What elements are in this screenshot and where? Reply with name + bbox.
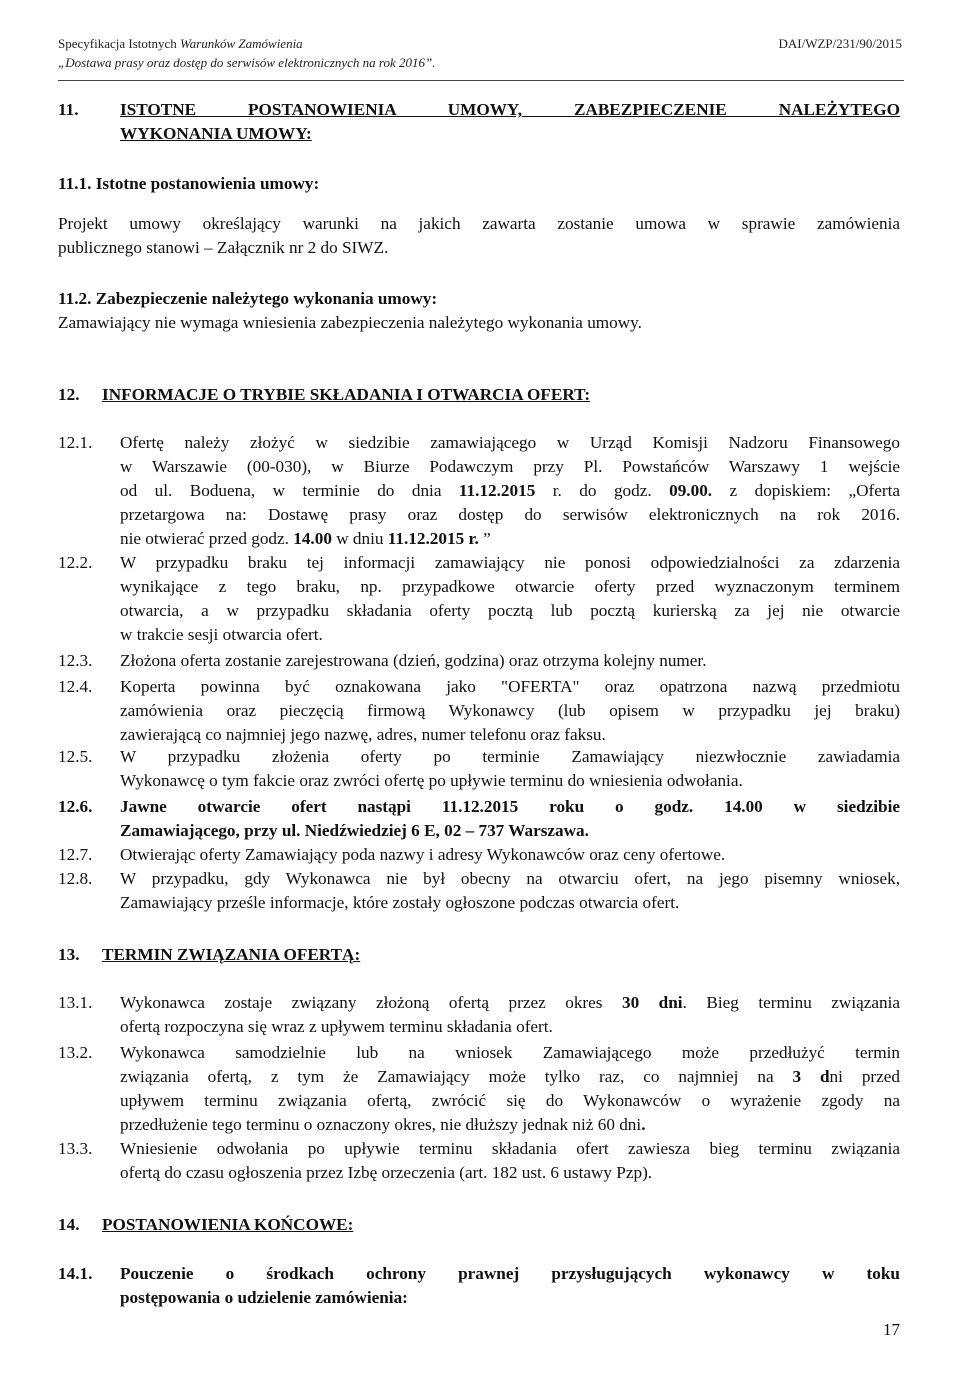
- item-12-2-line4: w trakcie sesji otwarcia ofert.: [120, 625, 323, 644]
- header-title: [58, 36, 303, 52]
- item-12-6-number: 12.6.: [58, 797, 93, 816]
- item-12-4-line1: Koperta powinna być oznakowana jako "OFERTA" oraz opatrzona nazwą przedmiotu: [120, 677, 900, 696]
- item-12-7-line1: Otwierając oferty Zamawiający poda nazwy i adresy Wykonawców oraz ceny ofertowe.: [120, 845, 726, 864]
- page-number: 17: [883, 1320, 900, 1339]
- item-13-2: [120, 1041, 900, 1137]
- header-left-a: Specyfikacja Istotnych: [58, 36, 177, 51]
- item-12-7: [120, 843, 900, 867]
- subsection-11-1-line1: Projekt umowy określający warunki na jakich zawarta zostanie umowa w sprawie zamówienia: [58, 214, 900, 233]
- item-13-1-line1: [120, 991, 900, 1015]
- item-12-6-line2: Zamawiającego, przy ul. Niedźwiedziej 6 E, 02 – 737 Warszawa.: [120, 821, 589, 840]
- time-bold: 14.00: [293, 529, 332, 548]
- item-12-2: [120, 551, 900, 647]
- item-12-2-number: 12.2.: [58, 553, 93, 572]
- item-12-3-number: 12.3.: [58, 651, 93, 670]
- item-12-5-line1: W przypadku złożenia oferty po terminie Zamawiający niezwłocznie zawiadamia: [120, 747, 900, 766]
- text-run: ”: [478, 529, 491, 548]
- item-12-1: [120, 431, 900, 551]
- section-12-heading: INFORMACJE O TRYBIE SKŁADANIA I OTWARCIA OFERT:: [102, 385, 591, 404]
- subsection-11-2-title: 11.2. Zabezpieczenie należytego wykonania umowy:: [58, 289, 438, 308]
- item-12-8-line2: Zamawiający prześle informacje, które zostały ogłoszone podczas otwarcia ofert.: [120, 893, 680, 912]
- text-run: przedłużenie tego terminu o oznaczony okres, nie dłuższy jednak niż 60 dni: [120, 1115, 642, 1134]
- time-bold: 09.00.: [669, 481, 713, 500]
- section-14-heading: POSTANOWIENIA KOŃCOWE:: [102, 1215, 354, 1234]
- text-run: z dopiskiem: „Oferta: [712, 481, 900, 500]
- item-12-4: [120, 675, 900, 747]
- section-11-heading-line1: ISTOTNE POSTANOWIENIA UMOWY, ZABEZPIECZENIE NALEŻYTEGO: [120, 100, 900, 119]
- text-run: r. do godz.: [535, 481, 670, 500]
- item-13-3-line2: ofertą do czasu ogłoszenia przez Izbę orzeczenia (art. 182 ust. 6 ustawy Pzp).: [120, 1163, 653, 1182]
- item-12-8-line1: W przypadku, gdy Wykonawca nie był obecny na otwarciu ofert, na jego pisemny wniosek,: [120, 869, 900, 888]
- section-13-heading: TERMIN ZWIĄZANIA OFERTĄ:: [102, 945, 361, 964]
- item-13-3: [120, 1137, 900, 1185]
- subsection-11-2-line1: Zamawiający nie wymaga wniesienia zabezpieczenia należytego wykonania umowy.: [58, 313, 642, 332]
- date-bold: 11.12.2015: [458, 481, 536, 500]
- item-12-4-line2: zamówienia oraz pieczęcią firmową Wykonawcy (lub opisem w przypadku jej braku): [120, 701, 900, 720]
- item-12-3-line1: Złożona oferta zostanie zarejestrowana (dzień, godzina) oraz otrzyma kolejny numer.: [120, 651, 707, 670]
- item-13-1: [120, 991, 900, 1039]
- text-run: związania ofertą, z tym że Zamawiający może tylko raz, co najmniej na: [120, 1067, 793, 1086]
- item-13-2-line2: [120, 1065, 900, 1089]
- item-12-5: [120, 745, 900, 793]
- item-12-8: [120, 867, 900, 915]
- item-12-4-number: 12.4.: [58, 677, 93, 696]
- item-12-5-line2: Wykonawcę o tym fakcie oraz zwróci ofertę po upływie terminu do wniesienia odwołania.: [120, 771, 743, 790]
- header-doc-id: DAI/WZP/231/90/2015: [778, 36, 902, 51]
- section-12-number: 12.: [58, 385, 80, 404]
- item-13-2-line1: Wykonawca samodzielnie lub na wniosek Zamawiającego może przedłużyć termin: [120, 1043, 900, 1062]
- text-run: nie otwierać przed godz.: [120, 529, 294, 548]
- item-12-4-line3: zawierającą co najmniej jego nazwę, adres, numer telefonu oraz faksu.: [120, 725, 606, 744]
- subsection-11-1-title: 11.1. Istotne postanowienia umowy:: [58, 174, 320, 193]
- section-14-number: 14.: [58, 1215, 80, 1234]
- section-13-number: 13.: [58, 945, 80, 964]
- item-12-1-line3: [120, 479, 900, 503]
- item-13-3-number: 13.3.: [58, 1139, 93, 1158]
- item-12-7-number: 12.7.: [58, 845, 93, 864]
- item-12-5-number: 12.5.: [58, 747, 93, 766]
- section-11-heading-line2: WYKONANIA UMOWY:: [120, 124, 312, 143]
- item-12-1-line2: w Warszawie (00-030), w Biurze Podawczym przy Pl. Powstańców Warszawy 1 wejście: [120, 457, 900, 476]
- item-14-1: [120, 1262, 900, 1310]
- item-12-1-line5: [120, 527, 900, 551]
- text-run: od ul. Boduena, w terminie do dnia: [120, 481, 459, 500]
- item-13-2-line4: [120, 1113, 900, 1137]
- item-12-1-line4: przetargowa na: Dostawę prasy oraz dostęp do serwisów elektronicznych na rok 2016.: [120, 505, 900, 524]
- subsection-11-1-line2: publicznego stanowi – Załącznik nr 2 do SIWZ.: [58, 238, 389, 257]
- item-12-2-line3: otwarcia, a w przypadku składania oferty pocztą lub pocztą kurierską za jej nie otwarcie: [120, 601, 900, 620]
- item-14-1-number: 14.1.: [58, 1264, 93, 1283]
- section-11-number: 11.: [58, 100, 79, 119]
- header-left-b: Warunków Zamówienia: [180, 36, 303, 51]
- date-bold: 11.12.2015 r.: [387, 529, 479, 548]
- text-run: ni przed: [829, 1067, 900, 1086]
- item-12-6-line1: Jawne otwarcie ofert nastąpi 11.12.2015 roku o godz. 14.00 w siedzibie: [120, 797, 900, 816]
- text-run: . Bieg terminu związania: [682, 993, 900, 1012]
- item-14-1-line1: Pouczenie o środkach ochrony prawnej przysługujących wykonawcy w toku: [120, 1264, 900, 1283]
- item-13-1-number: 13.1.: [58, 993, 93, 1012]
- item-14-1-line2: postępowania o udzielenie zamówienia:: [120, 1288, 408, 1307]
- period-bold: 30 dni: [621, 993, 683, 1012]
- header-subtitle: „Dostawa prasy oraz dostęp do serwisów elektronicznych na rok 2016”.: [58, 55, 436, 70]
- item-12-1-number: 12.1.: [58, 433, 93, 452]
- header-divider: [58, 80, 904, 81]
- item-12-1-line1: Ofertę należy złożyć w siedzibie zamawiającego w Urząd Komisji Nadzoru Finansowego: [120, 433, 900, 452]
- item-12-2-line2: wynikające z tego braku, np. przypadkowe otwarcie oferty przed wyznaczonym terminem: [120, 577, 900, 596]
- days-bold: 3 d: [792, 1067, 830, 1086]
- item-13-2-line3: upływem terminu związania ofertą, zwrócić się do Wykonawców o wyrażenie zgody na: [120, 1091, 900, 1110]
- item-13-2-number: 13.2.: [58, 1043, 93, 1062]
- item-13-1-line2: ofertą rozpoczyna się wraz z upływem terminu składania ofert.: [120, 1017, 553, 1036]
- item-13-3-line1: Wniesienie odwołania po upływie terminu składania ofert zawiesza bieg terminu związania: [120, 1139, 900, 1158]
- item-12-3: [120, 649, 900, 673]
- item-12-2-line1: W przypadku braku tej informacji zamawiający nie ponosi odpowiedzialności za zdarzenia: [120, 553, 900, 572]
- item-12-6: [120, 795, 900, 843]
- text-run: w dniu: [331, 529, 388, 548]
- item-12-8-number: 12.8.: [58, 869, 93, 888]
- text-run: Wykonawca zostaje związany złożoną ofertą przez okres: [120, 993, 622, 1012]
- period-mark: .: [641, 1115, 646, 1134]
